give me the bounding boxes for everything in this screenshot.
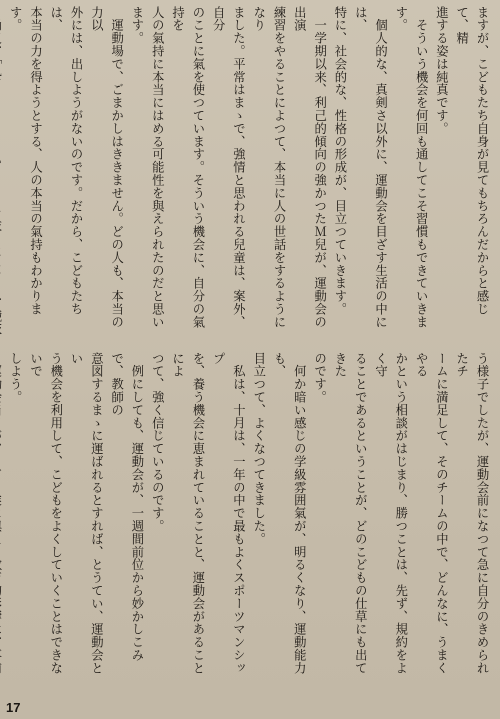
page-number: 17: [6, 700, 21, 715]
text-column: かという相談がはじまり、勝つことは、先ず、規約をよく守: [373, 352, 408, 675]
text-column: ますが、こどもたち自身が見てもちろんだからと感じて、精: [454, 6, 489, 316]
text-column: 私は、十月は、一年の中で最もよくスポーツマンシップ: [211, 352, 246, 675]
text-column: う機会を利用して、こどもをよくしていくことはできないで: [28, 352, 63, 675]
text-column: しよう。: [8, 352, 23, 404]
text-column: う様子でしたが、運動会前になつて急に自分のきめられたチ: [454, 352, 489, 675]
text-column: そういう機会を何回も通してこそ習慣もできていきます。: [393, 6, 429, 329]
text-column: 何か暗い感じの学級雰囲氣が、明るくなり、運動能力も、: [272, 352, 307, 675]
text-column: 本当の力を得ようとする、人の本当の氣持もわかります。: [8, 6, 43, 316]
text-column: 練習をやることによつて、本当に人の世話をするようになり: [251, 6, 287, 329]
text-block-lower: [6, 352, 492, 684]
text-column: ることであるということが、どのこどもの仕草にも出てきた: [332, 352, 368, 675]
text-column: 一学期以来、利己的傾向の強かつたＭ兒が、運動会の出演: [292, 6, 327, 329]
text-column: 外には、出しようがないのです。だから、こどもたちは、: [48, 6, 84, 316]
text-column: [0, 6, 2, 335]
text-column: ームに満足して、そのチームの中で、どんなに、うまくやる: [414, 352, 449, 675]
text-column: 運動場で、ごまかしはききません。どの人も、本当の力以: [89, 6, 124, 329]
text-column: のことに氣を使つています。そういう機会に、自分の氣持を: [170, 6, 205, 329]
text-column: を、養う機会に恵まれていることと、運動会があることによ: [170, 352, 205, 675]
text-column: ました。平常はまゝで、強情と思われる兒童は、案外、自分: [211, 6, 246, 329]
text-column: 人の氣持に本当にはめる可能性を與えられたのだと思います。: [129, 6, 165, 329]
text-column: つて、強く信じているのです。: [150, 352, 165, 533]
text-column: 進する姿は純真です。: [434, 6, 449, 135]
text-column: 目立つて、よくなつてきました。: [251, 352, 266, 546]
text-column: のです。: [312, 352, 327, 404]
text-column: 特に、社会的な、性格の形成が、目立つていきます。: [332, 6, 347, 316]
text-column: [0, 352, 2, 675]
text-column: 意図するまゝに運ばれるとすれば、とうてい、運動会とい: [69, 352, 104, 675]
text-column: 例にしても、運動会が、一週間前位から妙かしこみで、教師の: [109, 352, 144, 662]
text-block-upper: [6, 6, 492, 338]
text-column: 個人的な、真剣さ以外に、運動会を目ざす生活の中には、: [353, 6, 388, 329]
